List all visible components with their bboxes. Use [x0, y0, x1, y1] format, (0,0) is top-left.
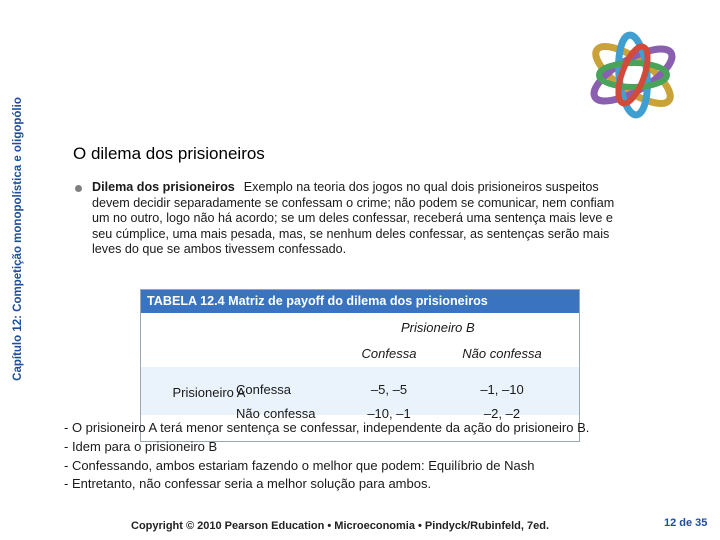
notes-list — [64, 419, 589, 494]
page-number: 12 de 35 — [664, 517, 708, 529]
payoff-cell: –2, –2 — [483, 406, 521, 421]
row-option-confessa: Confessa — [236, 382, 291, 397]
chapter-title: Capítulo 12: Competição monopolística e oligopólio — [12, 97, 24, 381]
copyright-footer: Copyright © 2010 Pearson Education • Microeconomia • Pindyck/Rubinfeld, 7ed. — [131, 520, 550, 532]
note-item: - Entretanto, não confessar seria a melhor solução para ambos. — [64, 476, 432, 492]
row-player-label: Prisioneiro A — [172, 385, 246, 400]
note-item: - Idem para o prisioneiro B — [64, 438, 218, 454]
column-player-label: Prisioneiro B — [401, 320, 475, 335]
bullet-definition: Exemplo na teoria dos jogos no qual dois prisioneiros suspeitos devem decidir separadamente se confessam o crime; não podem se comunicar, nem confiam um no outro, logo não há acordo; se um deles confessar, receberá uma sentença mais leve e seu cúmplice, uma mais pesada, mas, se nenhum deles confessar, as sentenças serão mais leves do que se ambos tivessem confessado. — [92, 180, 615, 257]
column-option-nao-confessa: Não confessa — [462, 346, 542, 361]
payoff-cell: –5, –5 — [370, 382, 408, 397]
payoff-cell: –10, –1 — [367, 406, 411, 421]
column-option-confessa: Confessa — [361, 346, 417, 361]
bullet-term: Dilema dos prisioneiros — [92, 180, 235, 194]
slide-title: O dilema dos prisioneiros — [73, 144, 265, 163]
interlocking-rings-logo-icon — [578, 20, 688, 130]
payoff-cell: –1, –10 — [480, 382, 524, 397]
note-item: - O prisioneiro A terá menor sentença se confessar, independente da ação do prisioneiro B. — [64, 420, 590, 435]
table-caption: TABELA 12.4 Matriz de payoff do dilema dos prisioneiros — [141, 290, 579, 313]
bullet-dot-icon — [75, 185, 82, 192]
chapter-sidebar — [6, 0, 30, 478]
note-item: - Confessando, ambos estariam fazendo o melhor que podem: Equilíbrio de Nash — [64, 457, 535, 473]
row-option-nao-confessa: Não confessa — [236, 406, 316, 421]
definition-bullet — [73, 180, 633, 258]
bullet-text — [92, 180, 633, 258]
